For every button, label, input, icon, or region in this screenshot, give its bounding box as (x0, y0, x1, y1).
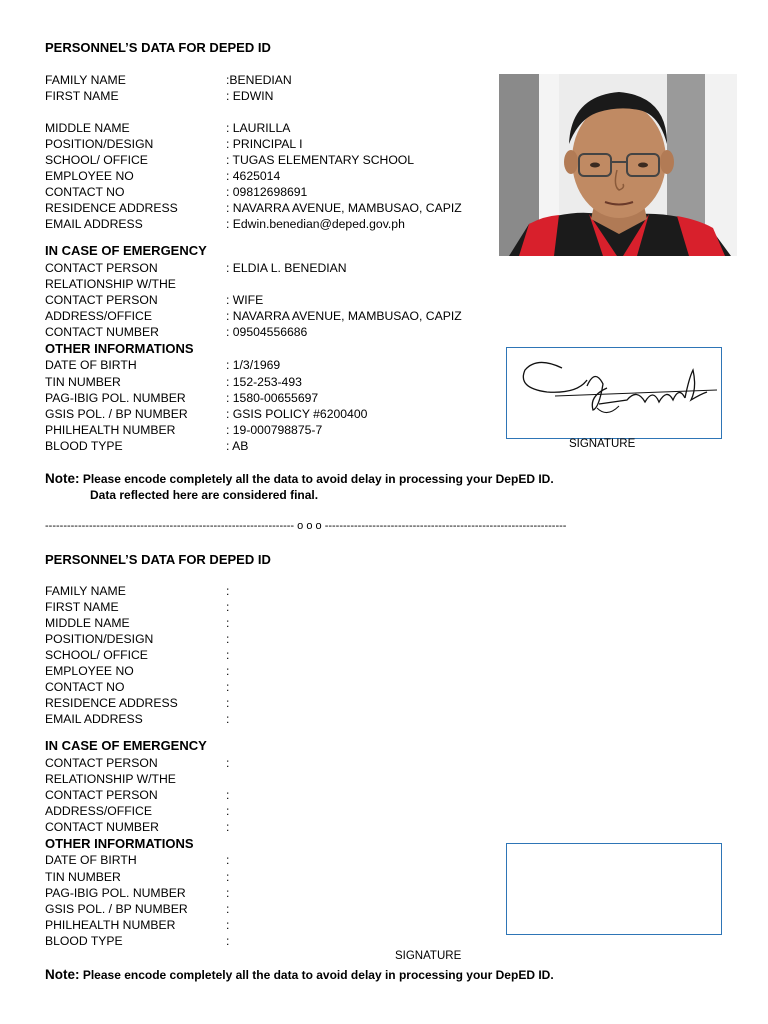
emergency-heading: IN CASE OF EMERGENCY (45, 243, 207, 258)
blank-label-middle-name: MIDDLE NAME (45, 616, 130, 630)
blank-field-first-name[interactable]: : (226, 600, 230, 614)
value-pagibig: : 1580-00655697 (226, 391, 319, 405)
value-first-name: : EDWIN (226, 89, 274, 103)
blank-label-relationship: RELATIONSHIP W/THE (45, 772, 176, 786)
blank-label-first-name: FIRST NAME (45, 600, 119, 614)
value-blood-type: : AB (226, 439, 249, 453)
blank-label-date-of-birth: DATE OF BIRTH (45, 853, 137, 867)
blank-label-position: POSITION/DESIGN (45, 632, 154, 646)
blank-field-contact-person[interactable]: : (226, 756, 230, 770)
blank-label-contact-number: CONTACT NUMBER (45, 820, 159, 834)
blank-label-tin-number: TIN NUMBER (45, 870, 121, 884)
blank-field-contact-no[interactable]: : (226, 680, 230, 694)
signature-caption: SIGNATURE (569, 438, 636, 450)
value-tin-number: : 152-253-493 (226, 375, 302, 389)
label-relationship: RELATIONSHIP W/THE (45, 277, 176, 291)
note-line1: Please encode completely all the data to avoid delay in processing your DepED ID. (82, 472, 554, 486)
blank-form-title: PERSONNEL’S DATA FOR DEPED ID (45, 552, 271, 567)
label-residence-address: RESIDENCE ADDRESS (45, 201, 178, 215)
blank-label-email-address: EMAIL ADDRESS (45, 712, 143, 726)
value-address-office: : NAVARRA AVENUE, MAMBUSAO, CAPIZ (226, 309, 462, 323)
blank-field-philhealth[interactable]: : (226, 918, 230, 932)
blank-field-middle-name[interactable]: : (226, 616, 230, 630)
note-line2: Data reflected here are considered final. (90, 488, 319, 502)
divider-left: -------------------------------------------------------------------- (45, 520, 295, 532)
label-employee-no: EMPLOYEE NO (45, 169, 134, 183)
cut-divider (45, 520, 566, 532)
value-gsis: : GSIS POLICY #6200400 (226, 407, 368, 421)
signature-box[interactable] (506, 347, 722, 439)
value-school-office: : TUGAS ELEMENTARY SCHOOL (226, 153, 415, 167)
divider-right: ------------------------------------------------------------------ (324, 520, 567, 532)
label-position: POSITION/DESIGN (45, 137, 154, 151)
label-contact-no: CONTACT NO (45, 185, 125, 199)
label-middle-name: MIDDLE NAME (45, 121, 130, 135)
label-pagibig: PAG-IBIG POL. NUMBER (45, 391, 186, 405)
blank-field-gsis[interactable]: : (226, 902, 230, 916)
person-photo-illustration (499, 74, 737, 256)
value-contact-number: : 09504556686 (226, 325, 308, 339)
blank-other-info-heading: OTHER INFORMATIONS (45, 836, 194, 851)
blank-label-gsis: GSIS POL. / BP NUMBER (45, 902, 188, 916)
label-address-office: ADDRESS/OFFICE (45, 309, 152, 323)
value-contact-person: : ELDIA L. BENEDIAN (226, 261, 347, 275)
blank-field-family-name[interactable]: : (226, 584, 230, 598)
blank-label-contact-no: CONTACT NO (45, 680, 125, 694)
value-relationship: : WIFE (226, 293, 264, 307)
blank-field-email-address[interactable]: : (226, 712, 230, 726)
blank-label-residence-address: RESIDENCE ADDRESS (45, 696, 178, 710)
label-contact-person: CONTACT PERSON (45, 261, 158, 275)
note-prefix: Note: (45, 471, 80, 486)
blank-label-relationship-contact-person: CONTACT PERSON (45, 788, 158, 802)
label-tin-number: TIN NUMBER (45, 375, 121, 389)
id-photo (499, 74, 737, 256)
signature-drawing (507, 348, 721, 438)
label-contact-number: CONTACT NUMBER (45, 325, 159, 339)
blank-label-family-name: FAMILY NAME (45, 584, 126, 598)
blank-field-tin-number[interactable]: : (226, 870, 230, 884)
blank-field-school-office[interactable]: : (226, 648, 230, 662)
value-employee-no: : 4625014 (226, 169, 281, 183)
divider-center: o o o (297, 520, 322, 532)
value-email-address: : Edwin.benedian@deped.gov.ph (226, 217, 405, 231)
blank-field-relationship[interactable]: : (226, 788, 230, 802)
form-title: PERSONNEL’S DATA FOR DEPED ID (45, 40, 271, 55)
value-residence-address: : NAVARRA AVENUE, MAMBUSAO, CAPIZ (226, 201, 462, 215)
blank-emergency-heading: IN CASE OF EMERGENCY (45, 738, 207, 753)
blank-label-school-office: SCHOOL/ OFFICE (45, 648, 148, 662)
blank-label-address-office: ADDRESS/OFFICE (45, 804, 152, 818)
blank-field-employee-no[interactable]: : (226, 664, 230, 678)
blank-label-employee-no: EMPLOYEE NO (45, 664, 134, 678)
value-contact-no: : 09812698691 (226, 185, 308, 199)
label-school-office: SCHOOL/ OFFICE (45, 153, 148, 167)
value-philhealth: : 19-000798875-7 (226, 423, 323, 437)
blank-field-residence-address[interactable]: : (226, 696, 230, 710)
label-first-name: FIRST NAME (45, 89, 119, 103)
blank-label-pagibig: PAG-IBIG POL. NUMBER (45, 886, 186, 900)
blank-note-prefix: Note: (45, 967, 80, 982)
blank-signature-caption: SIGNATURE (395, 950, 462, 962)
label-blood-type: BLOOD TYPE (45, 439, 123, 453)
value-date-of-birth: : 1/3/1969 (226, 358, 281, 372)
label-email-address: EMAIL ADDRESS (45, 217, 143, 231)
blank-label-contact-person: CONTACT PERSON (45, 756, 158, 770)
blank-signature-box[interactable] (506, 843, 722, 935)
blank-field-date-of-birth[interactable]: : (226, 853, 230, 867)
label-gsis: GSIS POL. / BP NUMBER (45, 407, 188, 421)
label-date-of-birth: DATE OF BIRTH (45, 358, 137, 372)
blank-field-pagibig[interactable]: : (226, 886, 230, 900)
label-philhealth: PHILHEALTH NUMBER (45, 423, 176, 437)
label-relationship-contact-person: CONTACT PERSON (45, 293, 158, 307)
blank-label-blood-type: BLOOD TYPE (45, 934, 123, 948)
blank-field-position[interactable]: : (226, 632, 230, 646)
value-family-name: :BENEDIAN (226, 73, 292, 87)
other-info-heading: OTHER INFORMATIONS (45, 341, 194, 356)
note (45, 471, 554, 486)
value-position: : PRINCIPAL I (226, 137, 303, 151)
label-family-name: FAMILY NAME (45, 73, 126, 87)
blank-field-contact-number[interactable]: : (226, 820, 230, 834)
value-middle-name: : LAURILLA (226, 121, 291, 135)
blank-note-line1: Please encode completely all the data to avoid delay in processing your DepED ID. (82, 968, 554, 982)
blank-field-blood-type[interactable]: : (226, 934, 230, 948)
blank-label-philhealth: PHILHEALTH NUMBER (45, 918, 176, 932)
blank-field-address-office[interactable]: : (226, 804, 230, 818)
blank-note (45, 967, 554, 982)
